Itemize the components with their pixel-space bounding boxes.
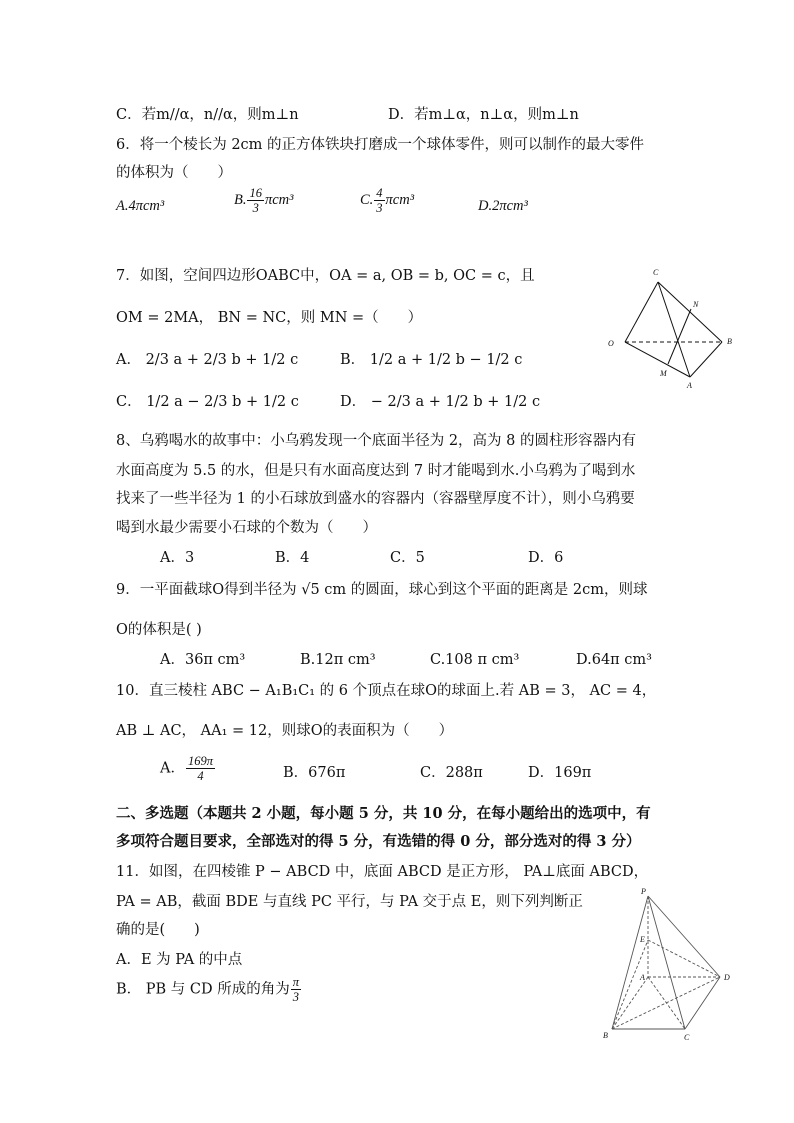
q7-label-b: B xyxy=(727,337,732,346)
q11-label-d: D xyxy=(724,973,730,982)
q11-edge-ed-dashed xyxy=(648,940,720,977)
q11-option-b-numerator: π xyxy=(292,975,299,989)
q10-option-c: C．288π xyxy=(420,765,483,781)
q10-option-a-denominator: 4 xyxy=(197,769,204,783)
q10-option-a-numerator: 169π xyxy=(187,754,213,768)
q6-stem-line-1: 6．将一个棱长为 2cm 的正方体铁块打磨成一个球体零件，则可以制作的最大零件 xyxy=(116,137,645,153)
q11-option-b xyxy=(116,975,302,1004)
q6-option-c-prefix: C. xyxy=(360,191,374,208)
q8-option-a: A．3 xyxy=(160,550,195,566)
q11-label-e: E xyxy=(640,935,645,944)
q7-edge-ab xyxy=(690,342,722,377)
q6-option-c-suffix: πcm³ xyxy=(385,191,415,208)
q11-stem-line-3: 确的是( ) xyxy=(116,922,200,938)
q8-option-c: C．5 xyxy=(390,550,425,566)
q11-option-b-text: B． PB 与 CD 所成的角为 xyxy=(116,981,290,998)
q7-stem-line-2: OM = 2MA， BN = NC，则 MN =（ ） xyxy=(116,310,423,326)
q8-stem-line-4: 喝到水最少需要小石球的个数为（ ） xyxy=(116,520,377,536)
q7-label-o: O xyxy=(608,339,614,348)
q11-option-b-fraction xyxy=(291,975,301,1004)
q7-segment-mn xyxy=(668,309,691,364)
q7-label-a: A xyxy=(687,381,692,390)
q11-label-b: B xyxy=(603,1031,608,1040)
q7-label-c: C xyxy=(653,268,659,277)
q6-stem-line-2: 的体积为（ ） xyxy=(116,165,232,181)
q10-option-a-prefix: A． xyxy=(160,760,185,777)
q10-stem-line-2: AB ⊥ AC， AA₁ = 12，则球O的表面积为（ ） xyxy=(116,723,454,739)
q6-option-c xyxy=(360,186,414,215)
q7-option-a: A． 2/3 a + 2/3 b + 1/2 c xyxy=(116,352,299,368)
q11-label-c: C xyxy=(684,1033,690,1042)
q6-option-b xyxy=(234,186,294,215)
q8-stem-line-2: 水面高度为 5.5 的水，但是只有水面高度达到 7 时才能喝到水.小乌鸦为了喝到水 xyxy=(116,463,636,479)
section-2-heading-line-1: 二、多选题（本题共 2 小题，每小题 5 分，共 10 分，在每小题给出的选项中，有 xyxy=(116,805,651,822)
q11-option-b-denominator: 3 xyxy=(292,990,299,1004)
q9-option-c: C.108 π cm³ xyxy=(430,652,520,668)
q10-option-a xyxy=(160,754,216,783)
q7-label-n: N xyxy=(693,300,699,309)
q9-option-a: A．36π cm³ xyxy=(160,652,246,668)
q6-option-a: A.4πcm³ xyxy=(116,198,165,214)
q6-option-b-prefix: B. xyxy=(234,191,247,208)
q11-edge-ac-dashed xyxy=(648,977,685,1029)
q7-option-c: C． 1/2 a − 2/3 b + 1/2 c xyxy=(116,394,299,410)
q11-option-a: A．E 为 PA 的中点 xyxy=(116,952,243,968)
q6-option-d: D.2πcm³ xyxy=(478,198,528,214)
q6-option-b-suffix: πcm³ xyxy=(264,191,294,208)
q6-option-c-fraction xyxy=(374,186,384,215)
q8-stem-line-3: 找来了一些半径为 1 的小石球放到盛水的容器内（容器壁厚度不计），则小乌鸦要 xyxy=(116,491,635,507)
q10-option-b: B．676π xyxy=(283,765,346,781)
q9-option-b: B.12π cm³ xyxy=(300,652,376,668)
q11-label-p: P xyxy=(641,887,646,896)
q11-stem-line-2: PA = AB，截面 BDE 与直线 PC 平行，与 PA 交于点 E，则下列判断正 xyxy=(116,894,583,910)
q7-tetrahedron-figure xyxy=(600,262,745,392)
q5-option-d: D．若m⊥α，n⊥α，则m⊥n xyxy=(388,107,579,123)
q10-option-a-fraction xyxy=(186,754,215,783)
q9-stem-line-1: 9．一平面截球O得到半径为 √5 cm 的圆面，球心到这个平面的距离是 2cm，则球 xyxy=(116,582,648,598)
q6-option-b-denominator: 3 xyxy=(252,201,259,215)
q11-edge-cd xyxy=(685,977,720,1029)
q7-option-b: B． 1/2 a + 1/2 b − 1/2 c xyxy=(340,352,523,368)
q8-option-b: B．4 xyxy=(275,550,310,566)
q9-stem-line-2: O的体积是( ) xyxy=(116,622,202,638)
q7-edge-oc xyxy=(625,282,658,342)
q10-stem-line-1: 10．直三棱柱 ABC − A₁B₁C₁ 的 6 个顶点在球O的球面上.若 AB = 3， AC = 4， xyxy=(116,683,657,699)
section-2-heading-line-2: 多项符合题目要求，全部选对的得 5 分，有选错的得 0 分，部分选对的得 3 分） xyxy=(116,833,641,850)
q11-edge-be-dashed xyxy=(612,940,648,1029)
q5-option-c: C．若m//α，n//α，则m⊥n xyxy=(116,107,299,123)
q7-label-m: M xyxy=(660,369,667,378)
q6-option-b-fraction xyxy=(247,186,264,215)
q8-option-d: D．6 xyxy=(528,550,564,566)
q8-stem-line-1: 8、乌鸦喝水的故事中：小乌鸦发现一个底面半径为 2，高为 8 的圆柱形容器内有 xyxy=(116,433,637,449)
q7-stem-line-1: 7．如图，空间四边形OABC中，OA = a, OB = b, OC = c，且 xyxy=(116,268,535,284)
q7-option-d: D． − 2/3 a + 1/2 b + 1/2 c xyxy=(340,394,541,410)
q10-option-d: D．169π xyxy=(528,765,592,781)
q11-pyramid-figure xyxy=(595,882,755,1047)
q11-stem-line-1: 11．如图，在四棱锥 P − ABCD 中，底面 ABCD 是正方形， PA⊥底面 ABCD， xyxy=(116,864,649,880)
q11-edge-pb xyxy=(612,896,648,1029)
q11-label-a: A xyxy=(640,973,645,982)
q9-option-d: D.64π cm³ xyxy=(576,652,652,668)
q6-option-c-numerator: 4 xyxy=(376,186,383,200)
q6-option-b-numerator: 16 xyxy=(249,186,262,200)
q6-option-c-denominator: 3 xyxy=(376,201,383,215)
